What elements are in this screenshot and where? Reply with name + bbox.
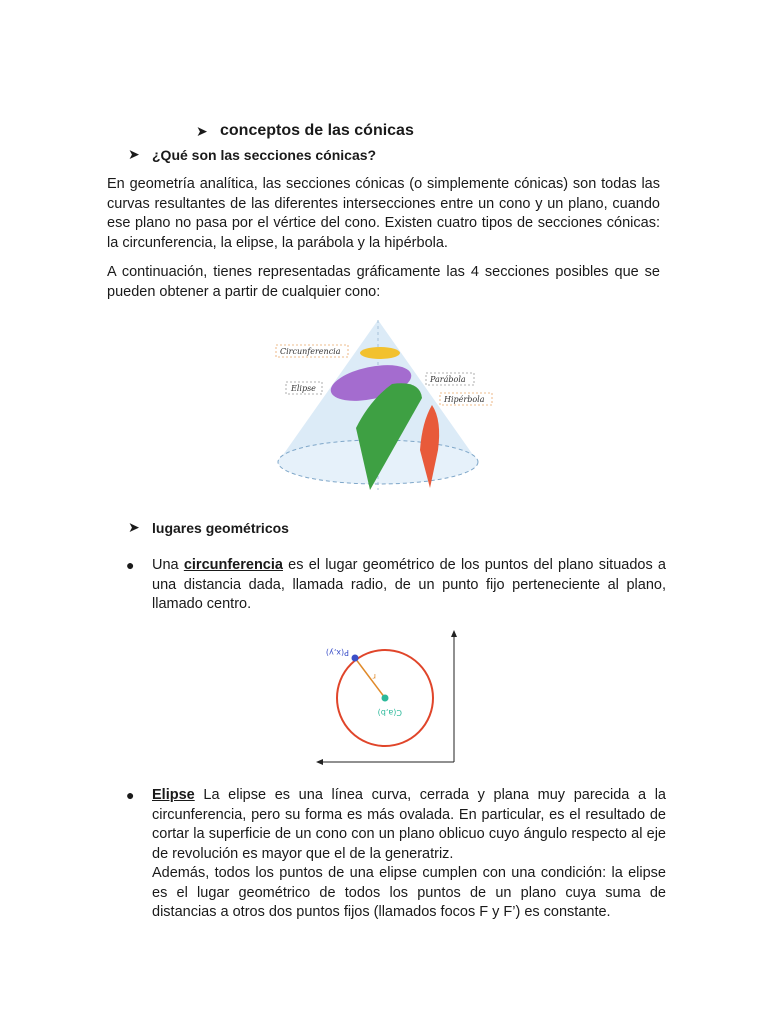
paragraph-definition: En geometría analítica, las secciones cónicas (o simplemente cónicas) son todas las curvas resultantes de las diferentes intersecciones entre un cono y un plano, cuando ese plano no pasa por el vértice del cono. Existen cuatro tipos de secciones cónicas: la circunferencia, la elipse, la parábola y la hipérbola.	[107, 176, 660, 251]
term-elipse: Elipse	[152, 787, 195, 803]
paragraph-intro-figure: A continuación, tienes representadas gráficamente las 4 secciones posibles que se pueden obtener a partir de cualquier cono:	[107, 264, 660, 300]
circle-diagram	[312, 628, 462, 768]
subheading-text: lugares geométricos	[152, 519, 289, 536]
label-hiperbola: Hipérbola	[444, 395, 485, 404]
point-label: P(x,y)	[325, 648, 349, 657]
radius-label: r	[372, 672, 376, 681]
subheading-what-are	[128, 146, 376, 163]
list-item-circunferencia: ● Una circunferencia es el lugar geométrico de los puntos del plano situados a una distancia dada, llamada radio, de un punto fijo perteneciente al plano, llamado centro.	[126, 557, 667, 612]
label-circunferencia: Circunferencia	[280, 347, 341, 356]
conic-sections-figure	[270, 310, 495, 502]
list-item-elipse: ● Elipse La elipse es una línea curva, cerrada y plana muy parecida a la circunferencia, pero su forma es más ovalada. En particular, es el resultado de cortar la superficie de un cono con un plano oblicuo cuyo ángulo respecto al eje de revolución es mayor que el de la generatriz. Además, todos los puntos de una elipse cumplen con una condición: la elipse es el lugar geométrico de todos los puntos de un plano cuya suma de distancias a otros dos puntos fijos (llamados focos F y F’) es constante.	[126, 787, 666, 920]
arrow-bullet-icon: ➤	[128, 519, 140, 535]
label-elipse: Elipse	[291, 384, 316, 393]
center-label: C(a,b)	[377, 708, 402, 717]
point-p	[352, 655, 359, 662]
main-heading-text: conceptos de las cónicas	[220, 122, 414, 139]
term-circunferencia: circunferencia	[183, 557, 283, 573]
arrow-bullet-icon: ➤	[196, 122, 208, 139]
bullet-dot-icon: ●	[126, 557, 135, 573]
bullet-dot-icon: ●	[126, 787, 135, 803]
circle-section	[360, 347, 400, 359]
subheading-lugares	[128, 519, 289, 536]
main-heading	[196, 122, 414, 140]
subheading-text: ¿Qué son las secciones cónicas?	[152, 146, 377, 163]
radius-line	[355, 658, 385, 698]
center-c	[382, 695, 389, 702]
arrow-bullet-icon: ➤	[128, 146, 140, 162]
label-parabola: Parábola	[430, 375, 466, 384]
